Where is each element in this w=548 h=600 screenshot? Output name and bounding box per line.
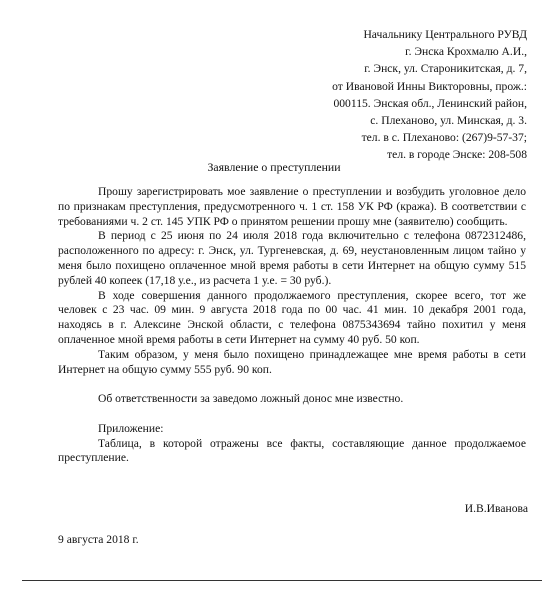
body-paragraph: Таким образом, у меня было похищено принадлежащее мне время работы в сети Интернет на общую сумму 555 руб. 90 коп. xyxy=(58,347,526,376)
bottom-divider xyxy=(22,580,542,581)
header-line: г. Энска Крохмалю А.И., xyxy=(405,45,527,59)
addressee-block xyxy=(332,26,527,164)
liability-statement: Об ответственности за заведомо ложный донос мне известно. xyxy=(98,392,404,406)
header-line: с. Плеханово, ул. Минская, д. 3. xyxy=(370,114,527,128)
body-paragraph: В ходе совершения данного продолжаемого преступления, скорее всего, тот же человек с 23 час. 09 мин. 9 августа 2018 года по 00 час. 41 мин. 10 декабря 2001 года, находясь в г. Алексине Энской области, с телефона 0875343694 тайно похитил у меня оплаченное мной время работы в сети Интернет на сумму 40 руб. 50 коп. xyxy=(58,288,526,346)
header-line: 000115. Энская обл., Ленинский район, xyxy=(333,96,527,110)
header-line: г. Энск, ул. Староникитская, д. 7, xyxy=(364,62,527,76)
body-paragraph: В период с 25 июня по 24 июля 2018 года включительно с телефона 0872312486, расположенного по адресу: г. Энск, ул. Тургеневская, д. 69, неустановленным лицом тайно у меня было похищено оплаченное мной время работы в сети Интернет на общую сумму 515 рублей 40 копеек (17,18 у.е., из расчета 1 у.е. = 30 руб.). xyxy=(58,229,526,287)
header-line: тел. в с. Плеханово: (267)9-57-37; xyxy=(361,131,527,145)
document-date: 9 августа 2018 г. xyxy=(58,533,139,546)
attachment-text: Таблица, в которой отражены все факты, составляющие данное продолжаемое преступление. xyxy=(58,436,526,465)
blank-line xyxy=(58,377,526,392)
signature: И.В.Иванова xyxy=(464,502,528,515)
document-body xyxy=(58,185,526,466)
header-line: от Ивановой Инны Викторовны, прож.: xyxy=(332,79,527,93)
document-title: Заявление о преступлении xyxy=(207,160,341,174)
attachment-heading: Приложение: xyxy=(98,421,164,435)
blank-line xyxy=(58,407,526,422)
header-line: Начальнику Центрального РУВД xyxy=(363,28,527,41)
header-line: тел. в городе Энске: 208-508 xyxy=(387,148,527,162)
body-paragraph: Прошу зарегистрировать мое заявление о преступлении и возбудить уголовное дело по признакам преступления, предусмотренного ч. 1 ст. 158 УК РФ (кража). В соответствии с требованиями ч. 2 ст. 145 УПК РФ о принятом решении прошу мне (заявителю) сообщить. xyxy=(58,185,526,228)
